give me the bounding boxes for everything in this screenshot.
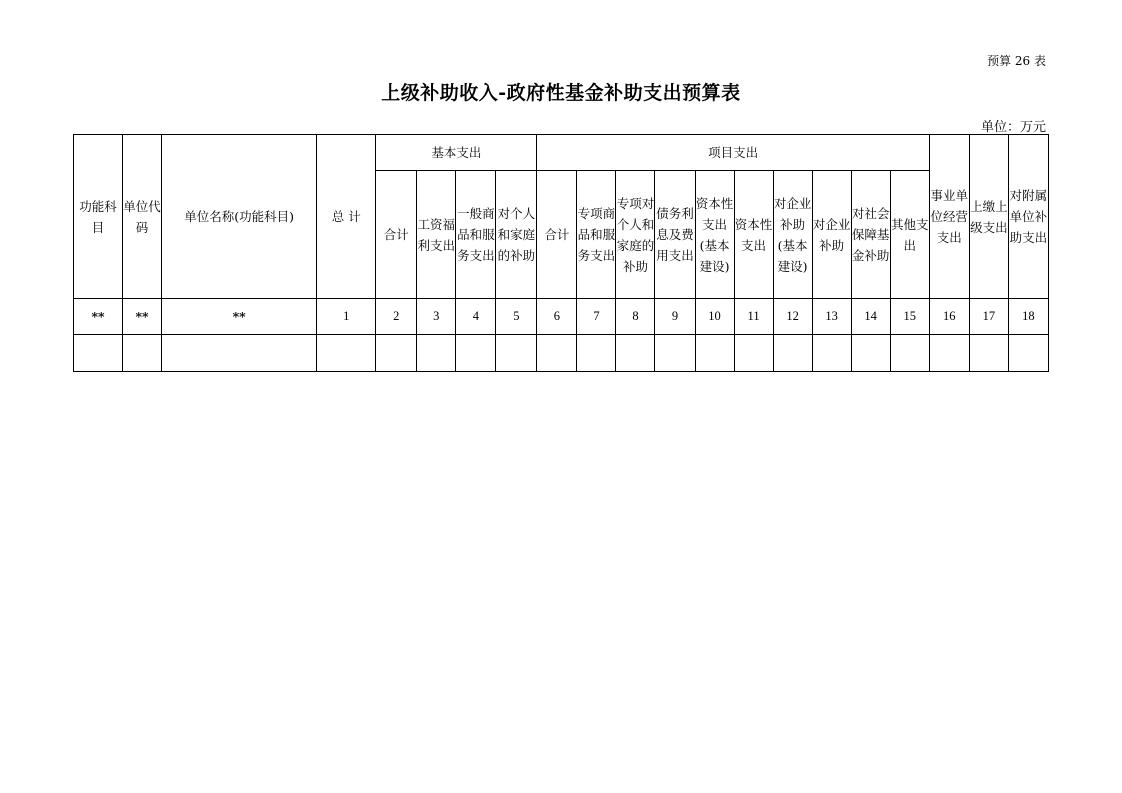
empty-cell (812, 335, 851, 372)
header-basic-total: 合计 (376, 171, 417, 299)
index-row (74, 299, 1049, 335)
header-business-expense: 事业单位经营支出 (929, 135, 969, 299)
empty-cell (417, 335, 456, 372)
empty-cell (456, 335, 496, 372)
index-number: 9 (655, 299, 695, 335)
header-project-debt: 债务利息及费用支出 (655, 171, 695, 299)
header-row-1 (74, 135, 1049, 171)
empty-cell (890, 335, 929, 372)
header-unit-code: 单位代码 (123, 135, 162, 299)
empty-cell (773, 335, 812, 372)
empty-cell (496, 335, 537, 372)
index-number: 11 (734, 299, 773, 335)
table-number: 预算 26 表 (987, 54, 1046, 68)
header-project-enterprise: 对企业补助 (812, 171, 851, 299)
index-number: 7 (577, 299, 616, 335)
empty-cell (1008, 335, 1048, 372)
header-project-social-security: 对社会保障基金补助 (851, 171, 890, 299)
index-number: 3 (417, 299, 456, 335)
index-number: 6 (537, 299, 577, 335)
index-number: 17 (969, 299, 1008, 335)
empty-cell (734, 335, 773, 372)
index-number: 1 (317, 299, 376, 335)
unit-label: 单位：万元 (980, 120, 1046, 135)
header-project-goods: 专项商品和服务支出 (577, 171, 616, 299)
empty-cell (123, 335, 162, 372)
header-basic-salary: 工资福利支出 (417, 171, 456, 299)
empty-cell (376, 335, 417, 372)
header-func-subject: 功能科目 (74, 135, 123, 299)
index-number: 16 (929, 299, 969, 335)
index-number: 15 (890, 299, 929, 335)
index-number: 5 (496, 299, 537, 335)
index-number: 4 (456, 299, 496, 335)
empty-cell (616, 335, 655, 372)
header-affiliated-subsidy: 对附属单位补助支出 (1008, 135, 1048, 299)
index-number: 10 (695, 299, 734, 335)
header-unit-name: 单位名称(功能科目) (162, 135, 317, 299)
index-stars: ** (162, 299, 317, 335)
empty-cell (929, 335, 969, 372)
header-basic-group: 基本支出 (376, 135, 537, 171)
header-basic-individual: 对个人和家庭的补助 (496, 171, 537, 299)
index-number: 18 (1008, 299, 1048, 335)
header-basic-goods: 一般商品和服务支出 (456, 171, 496, 299)
index-number: 8 (616, 299, 655, 335)
empty-data-row (74, 335, 1049, 372)
empty-cell (969, 335, 1008, 372)
budget-table (73, 134, 1049, 372)
empty-cell (537, 335, 577, 372)
empty-cell (74, 335, 123, 372)
header-project-enterprise-construction: 对企业补助(基本建设) (773, 171, 812, 299)
header-total: 总 计 (317, 135, 376, 299)
index-number: 14 (851, 299, 890, 335)
empty-cell (317, 335, 376, 372)
empty-cell (695, 335, 734, 372)
index-stars: ** (123, 299, 162, 335)
header-project-group: 项目支出 (537, 135, 929, 171)
header-project-capital: 资本性支出 (734, 171, 773, 299)
header-project-individual: 专项对个人和家庭的补助 (616, 171, 655, 299)
header-project-total: 合计 (537, 171, 577, 299)
empty-cell (655, 335, 695, 372)
header-project-capital-construction: 资本性支出(基本建设) (695, 171, 734, 299)
empty-cell (577, 335, 616, 372)
index-number: 2 (376, 299, 417, 335)
empty-cell (851, 335, 890, 372)
empty-cell (162, 335, 317, 372)
header-project-other: 其他支出 (890, 171, 929, 299)
index-stars: ** (74, 299, 123, 335)
index-number: 13 (812, 299, 851, 335)
page-title: 上级补助收入-政府性基金补助支出预算表 (381, 82, 741, 104)
index-number: 12 (773, 299, 812, 335)
header-higher-payment: 上缴上级支出 (969, 135, 1008, 299)
